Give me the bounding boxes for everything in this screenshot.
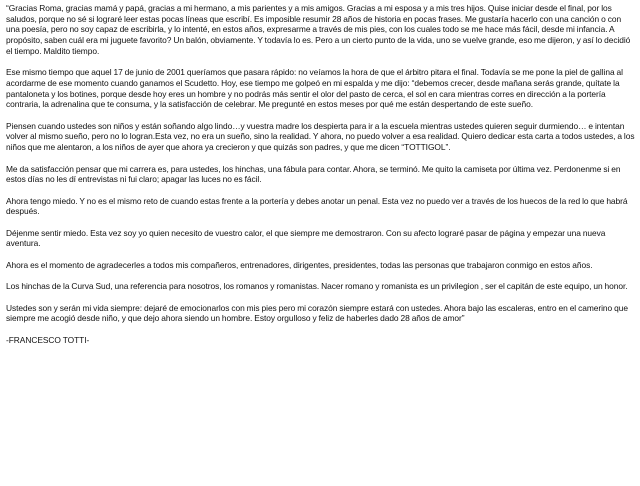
paragraph-dream: Piensen cuando ustedes son niños y están soñando algo lindo…y vuestra madre los despierta para ir a la escuela mientras ustedes quieren seguir durmiendo… e intentan volver al mismo sueño, pero no lo logran.Esta vez, no era un sueño, sino la realidad. Y ahora, no puedo volver a esa realidad. Quiero dedicar esta carta a todos ustedes, a los niños que me alentaron, a los niños de ayer que ahora ya crecieron y que quizás son padres, y que me dicen “TOTTIGOL”.	[6, 120, 635, 153]
signature: -FRANCESCO TOTTI-	[6, 334, 90, 345]
paragraph-scudetto: Ese mismo tiempo que aquel 17 de junio de 2001 queríamos que pasara rápido: no veíamos la hora de que el árbitro pitara el final. Todavía se me pone la piel de gallina al acordarme de ese momento cuando ganamos el Scudetto. Hoy, ese tiempo me golpeó en mi espalda y me dijo: “debemos crecer, desde mañana serás grande, quítate la pantaloneta y los botines, porque desde hoy eres un hombre y no podrás más sentir el olor del pasto de cerca, el sol en cara mientras corres en dirección a la portería contraria, la adrenalina que te consuma, y la satisfacción de celebrar. Me pregunté en estos meses por qué me están despertando de este sueño.	[6, 67, 623, 110]
paragraph-fear: Ahora tengo miedo. Y no es el mismo reto de cuando estas frente a la portería y debes anotar un penal. Esta vez no puedo ver a través de los huecos de la red lo que habrá después.	[6, 195, 628, 217]
paragraph-thanks-team: Ahora es el momento de agradecerles a todos mis compañeros, entrenadores, dirigentes, presidentes, todas las personas que trabajaron conmigo en estos años.	[6, 259, 593, 270]
paragraph-gratitude: “Gracias Roma, gracias mamá y papá, gracias a mi hermano, a mis parientes y a mis amigos. Gracias a mi esposa y a mis tres hijos. Quise iniciar desde el final, por los saludos, porque no sé si lograré leer estas pocas líneas que escribí. Es imposible resumir 28 años de historia en pocas frases. Me gustaría hacerlo con una canción o con una poesía, pero no soy capaz de escribirla, y lo intenté, en estos años, expresarme a través de mis pies, con los cuales todo se me hace más fácil, desde mi infancia. A propósito, saben cuál era mi juguete favorito? Un balón, obviamente. Y todavía lo es. Pero a un cierto punto de la vida, uno se vuelve grande, eso me dijeron, y así lo decidió el tiempo. Maldito tiempo.	[6, 3, 631, 56]
paragraph-curva-sud: Los hinchas de la Curva Sud, una referencia para nosotros, los romanos y romanistas. Nacer romano y romanista es un privilegion , ser el capitán de este equipo, un honor.	[6, 281, 628, 292]
paragraph-let-me-feel-fear: Déjenme sentir miedo. Esta vez soy yo quien necesito de vuestro calor, el que siempre me demostraron. Con su afecto lograré pasar de página y empezar una nueva aventura.	[6, 227, 606, 249]
paragraph-closing: Ustedes son y serán mi vida siempre: dejaré de emocionarlos con mis pies pero mi corazón siempre estará con ustedes. Ahora bajo las escaleras, entro en el camerino que siempre me acogió desde niño, y que dejo ahora siendo un hombre. Estoy orgulloso y feliz de haberles dado 28 años de amor”	[6, 302, 628, 324]
paragraph-fable: Me da satisfacción pensar que mi carrera es, para ustedes, los hinchas, una fábula para contar. Ahora, se terminó. Me quito la camiseta por última vez. Perdonenme si en estos días no les dí entrevistas ni fui claro; apagar las luces no es fácil.	[6, 163, 621, 185]
